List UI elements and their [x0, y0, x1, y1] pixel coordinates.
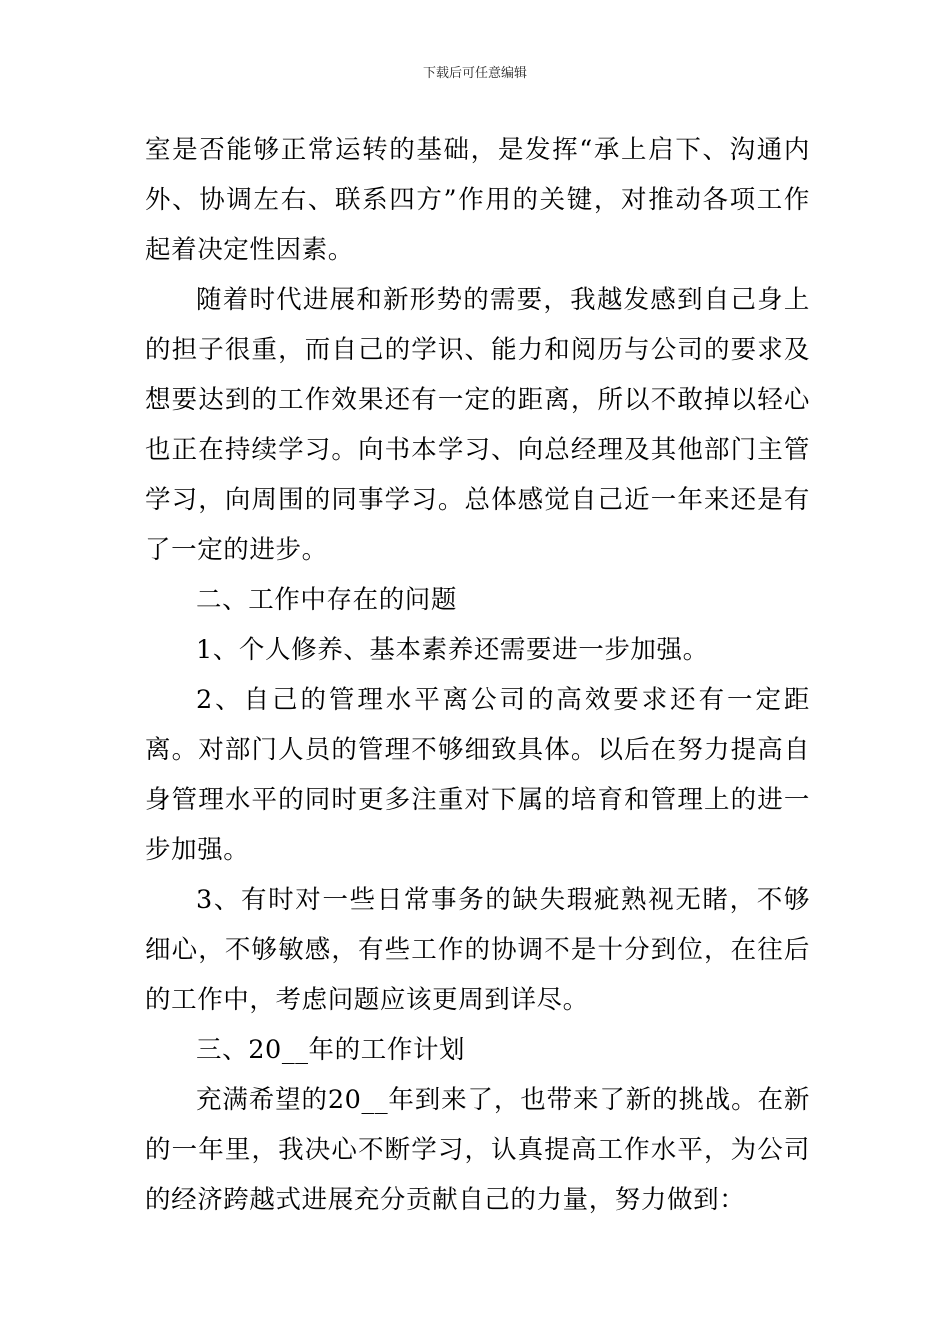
page-header: 下载后可任意编辑: [422, 66, 527, 81]
paragraph-2: 随着时代进展和新形势的需要，我越发感到自己身上的担子很重，而自己的学识、能力和阅历与公司的要求及想要达到的工作效果还有一定的距离，所以不敢掉以轻心也正在持续学习。向书本学习、向总经理及其他部门主管学习，向周围的同事学习。总体感觉自己近一年来还是有了一定的进步。: [145, 285, 810, 565]
section-heading-plan: 三、20__年的工作计划: [196, 1035, 466, 1065]
list-item-3: 3、有时对一些日常事务的缺失瑕疵熟视无睹，不够细心，不够敏感，有些工作的协调不是十分到位，在往后的工作中，考虑问题应该更周到详尽。: [145, 885, 810, 1015]
document-body: [145, 125, 810, 1225]
section-heading-problems: 二、工作中存在的问题: [196, 585, 458, 615]
paragraph-1: 室是否能够正常运转的基础，是发挥“承上启下、沟通内外、协调左右、联系四方”作用的关键，对推动各项工作起着决定性因素。: [145, 135, 810, 265]
list-item-2: 2、自己的管理水平离公司的高效要求还有一定距离。对部门人员的管理不够细致具体。以后在努力提高自身管理水平的同时更多注重对下属的培育和管理上的进一步加强。: [145, 685, 810, 865]
list-item-1: 1、个人修养、基本素养还需要进一步加强。: [196, 635, 709, 665]
paragraph-plan: 充满希望的20__年到来了，也带来了新的挑战。在新的一年里，我决心不断学习，认真提高工作水平，为公司的经济跨越式进展充分贡献自己的力量，努力做到：: [145, 1085, 810, 1215]
